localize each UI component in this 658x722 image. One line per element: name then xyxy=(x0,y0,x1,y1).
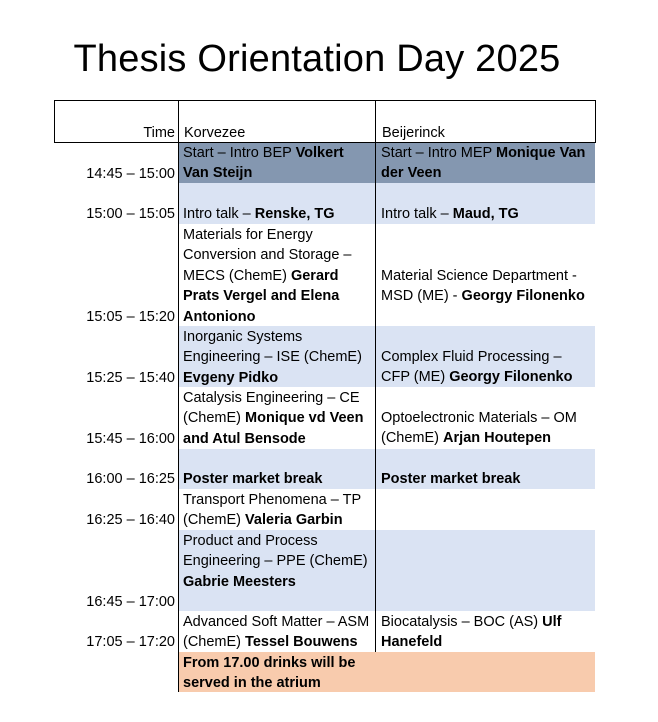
schedule-cell xyxy=(179,326,375,387)
speaker-name: Gabrie Meesters xyxy=(183,573,296,590)
drinks-note xyxy=(179,652,595,692)
speaker-name: Georgy Filonenko xyxy=(461,288,585,305)
schedule-cell xyxy=(179,449,375,489)
time-slot: 17:05 – 17:20 xyxy=(86,634,175,650)
time-slot: 15:45 – 16:00 xyxy=(86,431,175,447)
session-title: Inorganic Systems Engineering – ISE (ChemE) xyxy=(183,329,362,366)
speaker-name: Gerard Prats Vergel and Elena Antoniono xyxy=(183,267,340,325)
time-slot: 15:25 – 15:40 xyxy=(86,370,175,386)
time-slot: 16:00 – 16:25 xyxy=(86,471,175,487)
schedule-cell xyxy=(376,224,595,326)
schedule-cell xyxy=(376,387,595,449)
break-label: Poster market break xyxy=(381,471,521,487)
speaker-name: Maud, TG xyxy=(452,206,519,222)
session-title: Start – Intro BEP xyxy=(183,145,296,161)
speaker-name: Evgeny Pidko xyxy=(183,369,279,386)
schedule-cell xyxy=(179,489,375,530)
schedule-cell xyxy=(179,183,375,224)
document-title: Thesis Orientation Day 2025 xyxy=(73,38,561,80)
speaker-name: Valeria Garbin xyxy=(245,512,343,529)
room-header-beijerinck: Beijerinck xyxy=(382,125,445,141)
session-title: Catalysis Engineering – CE (ChemE) xyxy=(183,390,360,427)
session-title: Optoelectronic Materials – OM (ChemE) xyxy=(381,410,577,447)
session-title: Intro talk – xyxy=(183,206,255,222)
schedule-cell xyxy=(179,530,375,611)
time-slot: 16:25 – 16:40 xyxy=(86,512,175,528)
schedule-cell xyxy=(376,489,595,530)
time-slot: 16:45 – 17:00 xyxy=(86,594,175,610)
schedule-cell xyxy=(376,611,595,652)
schedule-cell xyxy=(376,530,595,611)
table-top-border xyxy=(54,100,596,101)
schedule-cell xyxy=(376,326,595,387)
session-title: Product and Process Engineering – PPE (ChemE) xyxy=(183,533,368,570)
schedule-cell xyxy=(376,449,595,489)
speaker-name: Ulf Hanefeld xyxy=(381,614,562,651)
schedule-cell xyxy=(179,611,375,652)
speaker-name: Arjan Houtepen xyxy=(443,430,551,447)
session-title: Intro talk – xyxy=(381,206,453,222)
schedule-cell xyxy=(179,387,375,449)
table-right-border xyxy=(595,100,596,143)
drinks-note-text: From 17.00 drinks will be served in the atrium xyxy=(183,655,356,692)
room-header-korvezee: Korvezee xyxy=(184,125,246,141)
schedule-cell xyxy=(179,224,375,326)
speaker-name: Tessel Bouwens xyxy=(245,634,358,651)
time-slot: 15:05 – 15:20 xyxy=(86,309,175,325)
speaker-name: Monique vd Veen and Atul Bensode xyxy=(183,410,364,447)
time-slot: 14:45 – 15:00 xyxy=(86,166,175,182)
column-divider-1 xyxy=(178,100,179,692)
table-left-border xyxy=(54,100,55,143)
speaker-name: Georgy Filonenko xyxy=(449,369,573,386)
session-title: Materials for Energy Conversion and Storage – MECS (ChemE) xyxy=(183,227,352,284)
time-slot: 15:00 – 15:05 xyxy=(86,206,175,222)
session-title: Transport Phenomena – TP (ChemE) xyxy=(183,492,361,529)
speaker-name: Monique Van der Veen xyxy=(381,145,586,182)
speaker-name: Renske, TG xyxy=(254,206,335,222)
column-divider-2 xyxy=(375,100,376,652)
session-title: Advanced Soft Matter – ASM (ChemE) xyxy=(183,614,370,651)
break-label: Poster market break xyxy=(183,471,323,487)
session-title: Material Science Department - MSD (ME) - xyxy=(381,268,577,305)
time-header: Time xyxy=(143,125,175,141)
table-header-bottom-border xyxy=(54,142,596,143)
session-title: Complex Fluid Processing – CFP (ME) xyxy=(381,349,562,386)
session-title: Biocatalysis – BOC (AS) xyxy=(381,614,543,630)
schedule-cell xyxy=(376,143,595,183)
speaker-name: Volkert Van Steijn xyxy=(183,145,344,182)
schedule-cell xyxy=(179,143,375,183)
session-title: Start – Intro MEP xyxy=(381,145,496,161)
schedule-cell xyxy=(376,183,595,224)
